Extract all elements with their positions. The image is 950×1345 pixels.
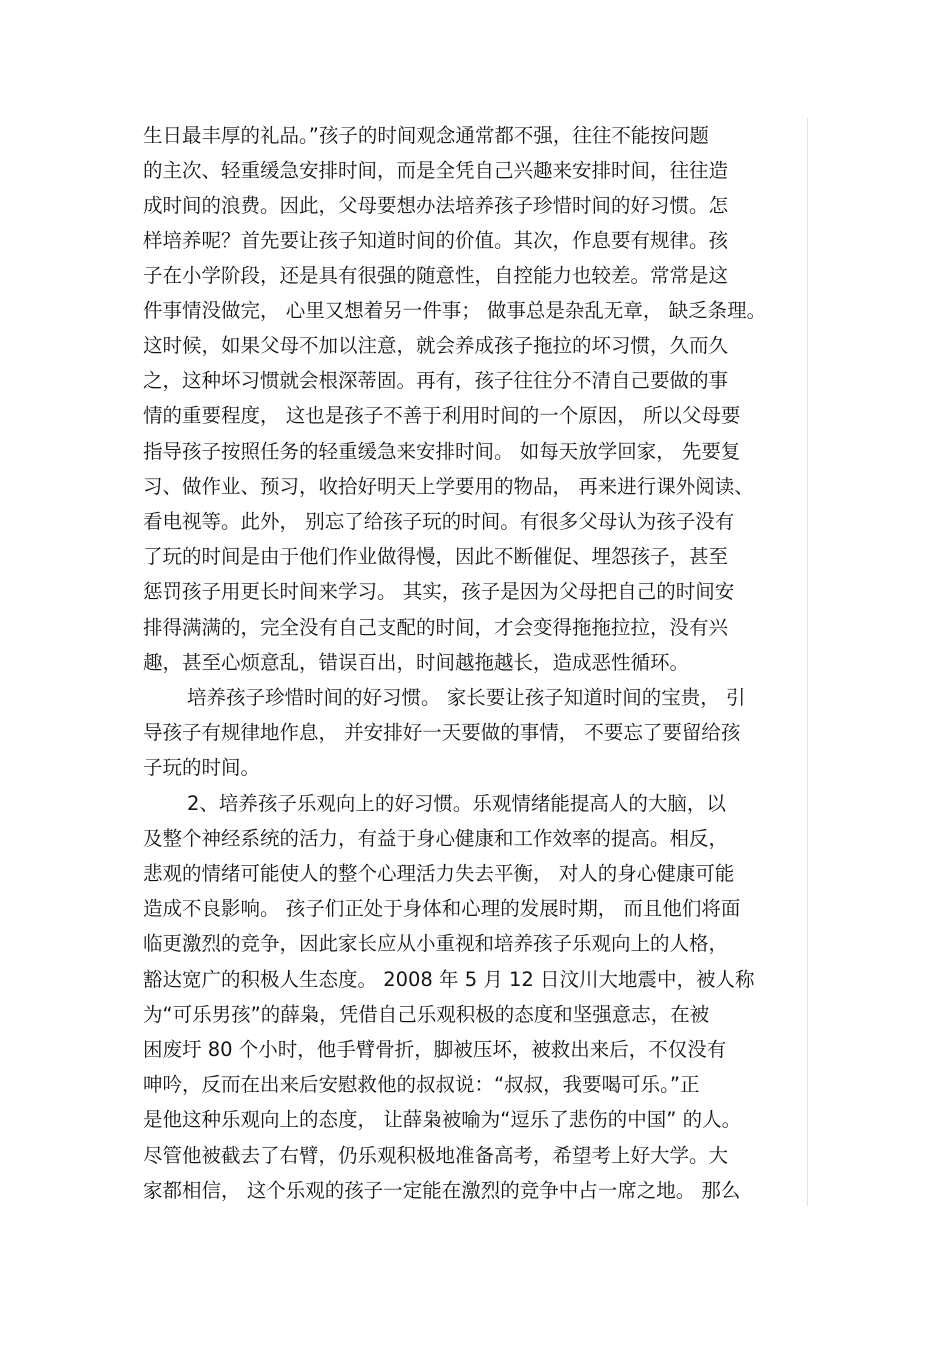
text-line-8: 之，这种坏习惯就会根深蒂固。再有，孩子往往分不清自己要做的事 [143,369,729,392]
text-line-26: 为“可乐男孩”的薛枭，凭借自己乐观积极的态度和坚强意志，在被 [143,1003,710,1026]
text-line-18: 导孩子有规律地作息， 并安排好一天要做的事情， 不要忘了要留给孩 [143,721,741,744]
text-line-7: 这时候，如果父母不加以注意，就会养成孩子拖拉的坏习惯，久而久 [143,334,729,357]
text-line-3: 成时间的浪费。因此，父母要想办法培养孩子珍惜时间的好习惯。怎 [143,194,729,217]
text-line-1: 生日最丰厚的礼品。”孩子的时间观念通常都不强，往往不能按问题 [143,124,709,147]
text-line-20: 2、培养孩子乐观向上的好习惯。乐观情绪能提高人的大脑，以 [187,792,726,815]
text-line-19: 子玩的时间。 [143,756,261,779]
text-line-15: 排得满满的，完全没有自己支配的时间，才会变得拖拖拉拉，没有兴 [143,616,729,639]
text-line-17: 培养孩子珍惜时间的好习惯。 家长要让孩子知道时间的宝贵， 引 [187,686,746,709]
text-line-13: 了玩的时间是由于他们作业做得慢，因此不断催促、埋怨孩子，甚至 [143,545,729,568]
body-text [143,118,808,1206]
text-line-9: 情的重要程度， 这也是孩子不善于利用时间的一个原因， 所以父母要 [143,404,741,427]
text-line-16: 趣，甚至心烦意乱，错误百出，时间越拖越长，造成恶性循环。 [143,651,690,674]
text-line-25: 豁达宽广的积极人生态度。 2008 年 5 月 12 日汶川大地震中，被人称 [143,968,755,991]
text-line-2: 的主次、轻重缓急安排时间，而是全凭自己兴趣来安排时间，往往造 [143,159,729,182]
text-line-27: 困废圩 80 个小时，他手臂骨折，脚被压坏，被救出来后，不仅没有 [143,1038,727,1061]
text-line-24: 临更激烈的竞争，因此家长应从小重视和培养孩子乐观向上的人格， [143,932,729,955]
text-line-12: 看电视等。此外， 别忘了给孩子玩的时间。有很多父母认为孩子没有 [143,510,735,533]
text-line-14: 惩罚孩子用更长时间来学习。 其实，孩子是因为父母把自己的时间安 [143,580,735,603]
text-line-28: 呻吟，反而在出来后安慰救他的叔叔说：“叔叔，我要喝可乐。”正 [143,1073,700,1096]
text-line-30: 尽管他被截去了右臂，仍乐观积极地准备高考，希望考上好大学。大 [143,1144,729,1167]
text-line-11: 习、做作业、预习，收拾好明天上学要用的物品， 再来进行课外阅读、 [143,475,754,498]
text-line-23: 造成不良影响。 孩子们正处于身体和心理的发展时期， 而且他们将面 [143,897,741,920]
text-line-6: 件事情没做完， 心里又想着另一件事； 做事总是杂乱无章， 缺乏条理。 [143,299,767,322]
text-line-22: 悲观的情绪可能使人的整个心理活力失去平衡， 对人的身心健康可能 [143,862,735,885]
text-line-10: 指导孩子按照任务的轻重缓急来安排时间。 如每天放学回家， 先要复 [143,440,741,463]
text-line-21: 及整个神经系统的活力，有益于身心健康和工作效率的提高。相反， [143,827,729,850]
text-line-4: 样培养呢？首先要让孩子知道时间的价值。其次，作息要有规律。孩 [143,229,729,252]
text-line-31: 家都相信， 这个乐观的孩子一定能在激烈的竞争中占一席之地。 那么 [143,1179,741,1202]
text-line-29: 是他这种乐观向上的态度， 让薛枭被喻为“逗乐了悲伤的中国” 的人。 [143,1108,742,1131]
text-line-5: 子在小学阶段，还是具有很强的随意性，自控能力也较差。常常是这 [143,264,729,287]
